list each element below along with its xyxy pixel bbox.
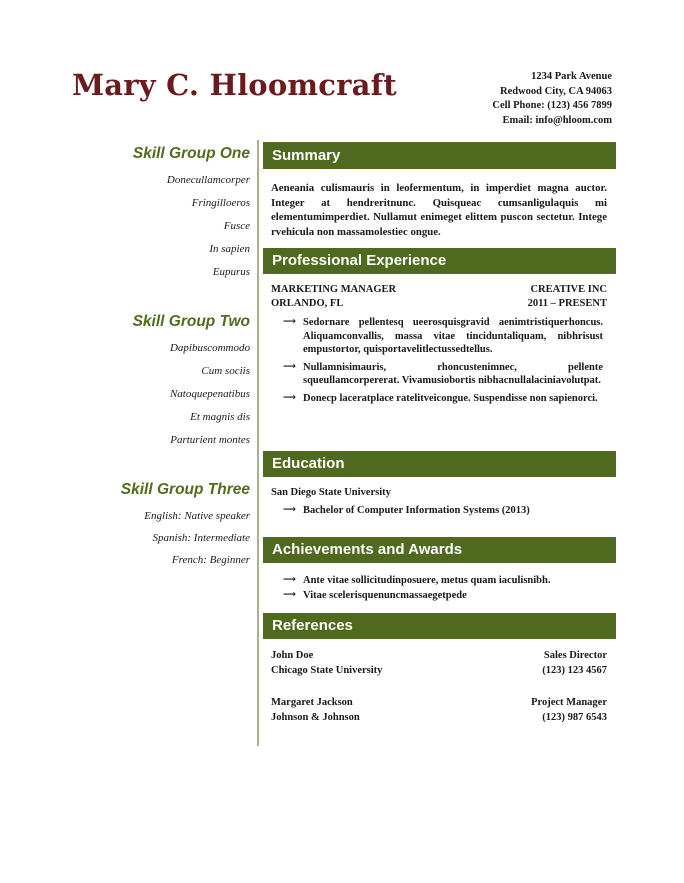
bullet-text: Sedornare pellentesq ueerosquisgravid aenimtristiquerhoncus. Aliquamconvallis, massa vitae tinciduntaliquam, nibhrisust empustortor, quisportavelitlectussedtellus. [303, 317, 603, 355]
list-item [283, 504, 603, 518]
arrow-icon: ⟶ [283, 505, 296, 515]
job-title: MARKETING MANAGER [271, 284, 397, 295]
reference-org: Chicago State University [271, 665, 383, 676]
skill-item: Cum sociis [201, 365, 250, 377]
reference-phone: (123) 123 4567 [542, 665, 607, 676]
skill-group-two [133, 313, 250, 452]
reference-role: Project Manager [531, 697, 607, 708]
email-line: Email: info@hloom.com [502, 114, 612, 126]
arrow-icon: ⟶ [283, 575, 296, 585]
education-header: Education [263, 451, 616, 477]
skill-group-title: Skill Group Two [132, 313, 250, 330]
bullet-text: Donecp laceratplace ratelitveicongue. Suspendisse non sapienorci. [303, 392, 598, 404]
skill-group-title: Skill Group Three [120, 481, 250, 498]
skill-item: Natoquepenatibus [169, 388, 250, 400]
achievement-text: Ante vitae sollicitudinposuere, metus quam iaculisnibh. [303, 575, 551, 586]
arrow-icon: ⟶ [283, 590, 296, 600]
achievements-header: Achievements and Awards [263, 537, 616, 563]
skill-item: In sapien [209, 243, 250, 255]
skill-item: French: Beginner [171, 554, 250, 566]
skill-group-one [133, 145, 250, 284]
achievements-bullets [283, 574, 603, 606]
skill-item: Dapibuscommodo [169, 342, 250, 354]
reference-name: Margaret Jackson [271, 697, 353, 708]
skill-group-title: Skill Group One [132, 145, 250, 162]
experience-bullets [283, 316, 603, 409]
summary-header: Summary [263, 142, 616, 169]
address-line: 1234 Park Avenue [531, 71, 612, 82]
reference-phone: (123) 987 6543 [542, 712, 607, 723]
reference-row [271, 665, 607, 676]
job-location: ORLANDO, FL [271, 298, 344, 309]
reference-org: Johnson & Johnson [271, 712, 360, 723]
city-line: Redwood City, CA 94063 [499, 85, 612, 97]
list-item [283, 316, 603, 357]
list-item [283, 574, 603, 587]
arrow-icon: ⟶ [283, 361, 296, 372]
skill-item: English: Native speaker [144, 510, 250, 522]
arrow-icon: ⟶ [283, 392, 296, 403]
references-header: References [263, 613, 616, 639]
candidate-name: Mary C. Hloomcraft [72, 68, 397, 102]
reference-row [271, 697, 607, 708]
education-bullets [283, 504, 603, 522]
list-item [283, 392, 603, 406]
skill-group-three [121, 481, 250, 571]
reference-name: John Doe [271, 650, 314, 661]
contact-block [492, 70, 612, 128]
skill-item: Parturient montes [170, 434, 250, 446]
skill-item: Fusce [223, 220, 250, 232]
degree-text: Bachelor of Computer Information Systems (2013) [303, 505, 530, 516]
skill-item: Fringilloeros [191, 197, 250, 209]
summary-text: Aeneania culismauris in leofermentum, in imperdiet magna auctor. Integer at hendreritnunc. Quisqueac cumsanligulaquis mi elementumimperdiet. Nullamut enimeget elittem puscon sectetur. Intege rvehicula non massamolestiec ongue. [271, 182, 607, 238]
job-dates: 2011 – PRESENT [527, 298, 607, 309]
skill-item: Et magnis dis [190, 411, 250, 423]
arrow-icon: ⟶ [283, 317, 296, 327]
list-item [283, 361, 603, 388]
company-name: CREATIVE INC [530, 284, 607, 295]
skill-item: Eupurus [212, 266, 250, 278]
list-item [283, 589, 603, 602]
achievement-text: Vitae scelerisquenuncmassaegetpede [303, 590, 467, 601]
reference-row [271, 650, 607, 661]
reference-role: Sales Director [543, 650, 607, 661]
experience-header: Professional Experience [263, 248, 616, 274]
skill-item: Spanish: Intermediate [152, 532, 250, 544]
phone-line: Cell Phone: (123) 456 7899 [492, 100, 612, 111]
reference-row [271, 712, 607, 723]
job-title-row [271, 284, 607, 295]
job-location-row [271, 298, 607, 309]
school-name: San Diego State University [271, 487, 391, 498]
bullet-text: Nullamnisimauris, rhoncustenimnec, pellente squeullamcorpererat. Vivamusiobortis nibhacnullalaciniavolutpat. [303, 361, 603, 386]
column-divider [257, 140, 259, 746]
skill-item: Donecullamcorper [166, 174, 250, 186]
